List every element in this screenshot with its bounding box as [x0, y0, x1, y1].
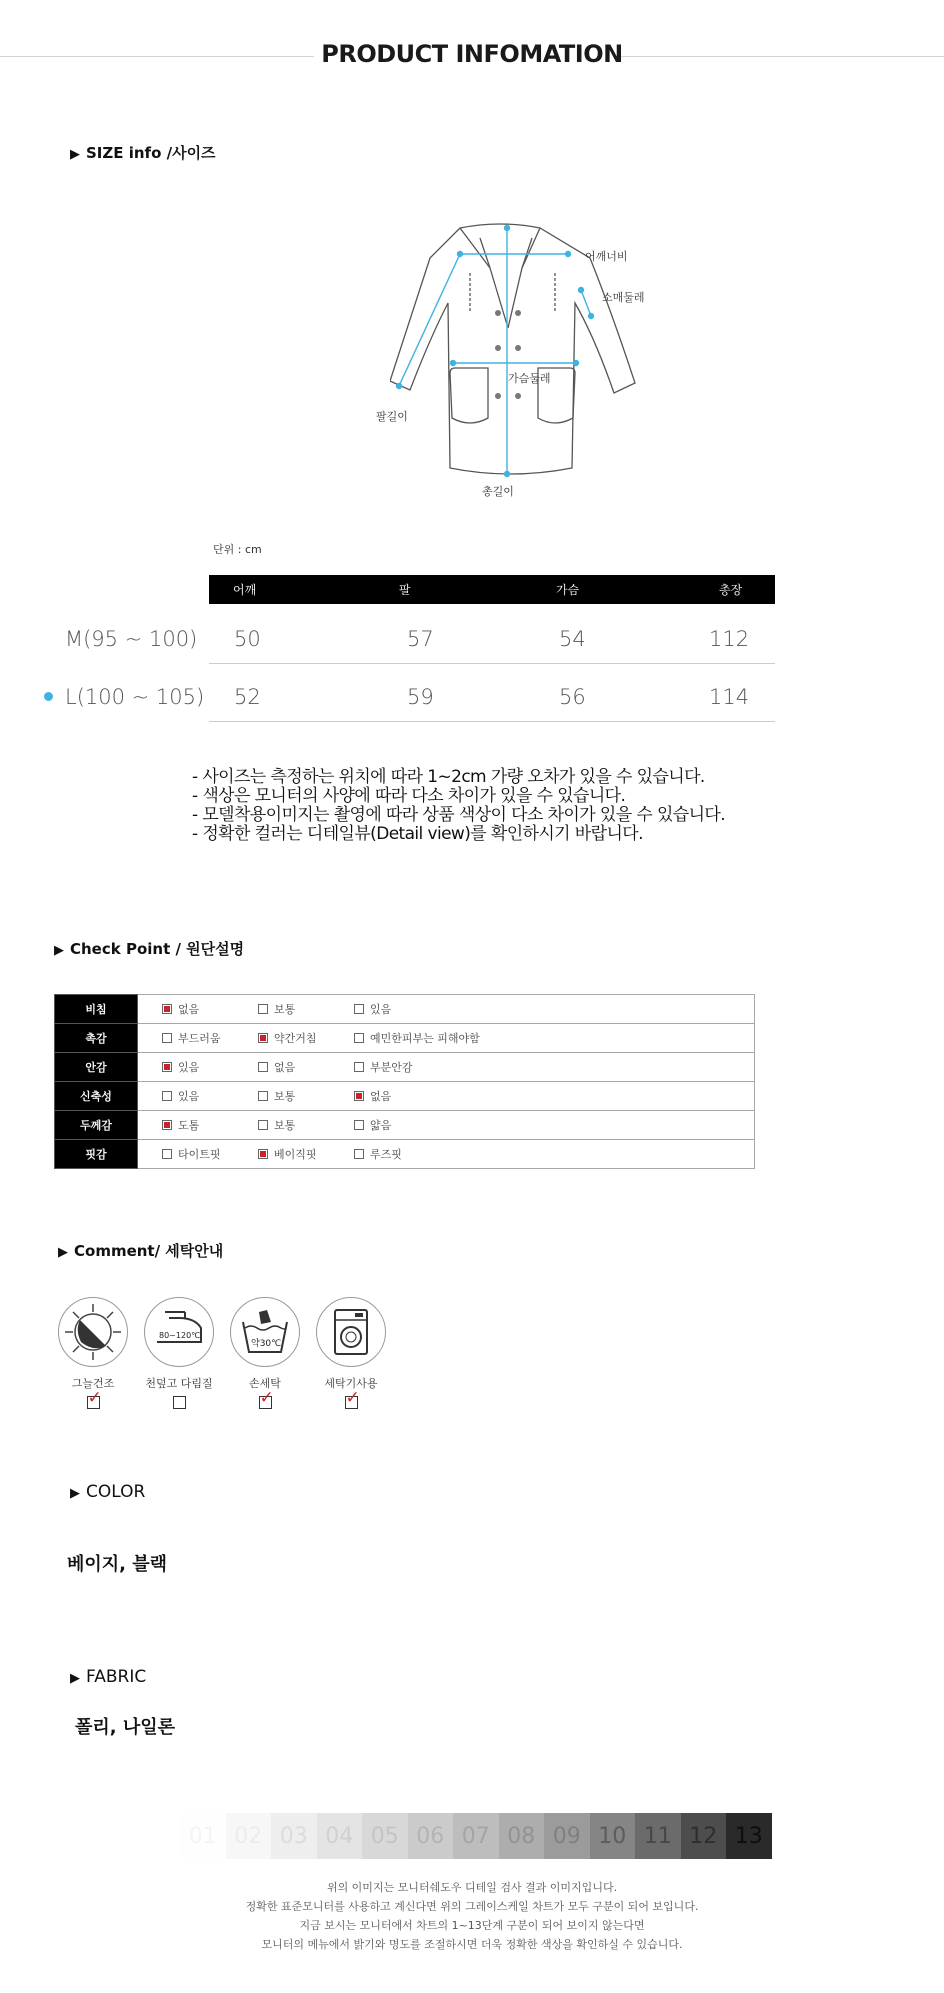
option-item[interactable]: 약간거침 [258, 1030, 330, 1046]
checkbox-icon[interactable] [258, 1033, 268, 1043]
grayscale-step: 08 [499, 1813, 545, 1859]
grayscale-step: 11 [635, 1813, 681, 1859]
checkbox-icon[interactable] [354, 1062, 364, 1072]
footer-line: 지금 보시는 모니터에서 차트의 1~13단계 구분이 되어 보이지 않는다면 [299, 1919, 645, 1932]
col-header: 팔 [399, 583, 411, 597]
checkbox-icon[interactable] [258, 1091, 268, 1101]
size-value: 50 [234, 627, 261, 651]
color-title: ▶ COLOR [70, 1482, 146, 1502]
size-name: M(95 ~ 100) [65, 627, 198, 651]
option-item[interactable]: 부분안감 [354, 1059, 426, 1075]
check-row-options [138, 995, 755, 1024]
check-row-label: 안감 [55, 1053, 138, 1082]
option-item[interactable]: 있음 [354, 1001, 426, 1017]
grayscale-step: 09 [544, 1813, 590, 1859]
wash-label: 천덮고 다림질 [145, 1377, 213, 1390]
check-row-options [138, 1111, 755, 1140]
hand-wash-icon [230, 1297, 300, 1367]
option-item[interactable]: 도톰 [162, 1117, 234, 1133]
checkbox-icon[interactable] [258, 1004, 268, 1014]
checkbox-icon[interactable] [162, 1091, 172, 1101]
check-row [55, 995, 755, 1024]
color-value: 베이지, 블랙 [67, 1554, 168, 1575]
option-item[interactable]: 없음 [162, 1001, 234, 1017]
row-divider [209, 663, 775, 664]
size-value: 56 [559, 685, 586, 709]
checkbox-icon[interactable] [162, 1120, 172, 1130]
wash-label: 그늘건조 [71, 1377, 115, 1390]
option-item[interactable]: 타이트핏 [162, 1146, 234, 1162]
fabric-title: ▶ FABRIC [70, 1667, 147, 1687]
sleeve-round-label: 소매둘레 [602, 291, 645, 304]
col-header: 총장 [719, 583, 743, 597]
check-row-options [138, 1140, 755, 1169]
col-header: 가슴 [556, 583, 580, 597]
check-icon [259, 1396, 272, 1409]
checkbox-icon[interactable] [162, 1004, 172, 1014]
shade-dry-icon [58, 1297, 128, 1367]
footer-line: 위의 이미지는 모니터쉐도우 디테일 검사 결과 이미지입니다. [326, 1881, 618, 1894]
size-note: - 색상은 모니터의 사양에 따라 다소 차이가 있을 수 있습니다. [192, 786, 626, 806]
check-row [55, 1082, 755, 1111]
triangle-icon: ▶ [54, 943, 64, 958]
triangle-icon: ▶ [58, 1245, 68, 1260]
check-row-label: 비침 [55, 995, 138, 1024]
size-note: - 모델착용이미지는 촬영에 따라 상품 색상이 다소 차이가 있을 수 있습니다. [192, 805, 726, 825]
size-value: 112 [709, 627, 750, 651]
check-row-label: 두께감 [55, 1111, 138, 1140]
iron-icon [144, 1297, 214, 1367]
page-title: PRODUCT INFOMATION [321, 40, 623, 68]
size-value: 114 [709, 685, 750, 709]
option-item[interactable]: 있음 [162, 1059, 234, 1075]
col-header: 어깨 [233, 583, 257, 597]
checkbox-icon[interactable] [354, 1004, 364, 1014]
check-row-label: 촉감 [55, 1024, 138, 1053]
footer-line: 정확한 표준모니터를 사용하고 계신다면 위의 그레이스케일 차트가 모두 구분이 되어 보입니다. [245, 1900, 699, 1913]
check-row [55, 1024, 755, 1053]
check-row [55, 1053, 755, 1082]
checkbox-icon[interactable] [162, 1033, 172, 1043]
size-info-title: ▶ SIZE info /사이즈 [70, 144, 216, 162]
triangle-icon: ▶ [70, 1486, 80, 1501]
unit-label: 단위 : cm [213, 543, 262, 556]
check-icon [173, 1396, 186, 1409]
grayscale-step: 03 [271, 1813, 317, 1859]
size-value: 54 [559, 627, 586, 651]
fabric-value: 폴리, 나일론 [75, 1717, 176, 1738]
check-point-title: ▶ Check Point / 원단설명 [54, 940, 245, 958]
option-item[interactable]: 베이직핏 [258, 1146, 330, 1162]
shoulder-label: 어깨너비 [585, 250, 628, 263]
check-row-label: 핏감 [55, 1140, 138, 1169]
row-divider [209, 721, 775, 722]
check-icon [87, 1396, 100, 1409]
check-row-options [138, 1053, 755, 1082]
checkbox-icon[interactable] [258, 1062, 268, 1072]
total-length-label: 총길이 [482, 485, 514, 498]
check-row-label: 신축성 [55, 1082, 138, 1111]
wash-label: 손세탁 [249, 1377, 281, 1390]
checkbox-icon[interactable] [162, 1149, 172, 1159]
size-note: - 사이즈는 측정하는 위치에 따라 1~2cm 가량 오차가 있을 수 있습니다. [192, 767, 705, 787]
comment-title: ▶ Comment/ 세탁안내 [58, 1242, 224, 1260]
option-item[interactable]: 보통 [258, 1088, 330, 1104]
checkbox-icon[interactable] [354, 1091, 364, 1101]
checkbox-icon[interactable] [354, 1120, 364, 1130]
size-note: - 정확한 컬러는 디테일뷰(Detail view)를 확인하시기 바랍니다. [192, 824, 643, 844]
size-table-header [209, 575, 775, 604]
hand-wash-temp: 약30℃ [251, 1339, 282, 1349]
option-item[interactable]: 예민한피부는 피해야함 [354, 1030, 426, 1046]
wash-item [314, 1297, 388, 1409]
grayscale-step: 07 [453, 1813, 499, 1859]
grayscale-step: 10 [590, 1813, 636, 1859]
wash-label: 세탁기사용 [324, 1377, 378, 1390]
grayscale-step: 01 [180, 1813, 226, 1859]
chest-label: 가슴둘레 [508, 372, 551, 385]
grayscale-step: 12 [681, 1813, 727, 1859]
option-item[interactable]: 부드러움 [162, 1030, 234, 1046]
grayscale-step: 13 [726, 1813, 772, 1859]
check-row [55, 1140, 755, 1169]
option-item[interactable]: 보통 [258, 1001, 330, 1017]
size-value: 52 [234, 685, 261, 709]
check-icon [345, 1396, 358, 1409]
checkbox-icon[interactable] [258, 1120, 268, 1130]
washing-machine-icon [316, 1297, 386, 1367]
option-item[interactable]: 없음 [354, 1088, 426, 1104]
grayscale-step: 02 [226, 1813, 272, 1859]
option-item[interactable]: 없음 [258, 1059, 330, 1075]
selected-dot-icon [44, 692, 53, 701]
triangle-icon: ▶ [70, 1671, 80, 1686]
wash-item [56, 1297, 130, 1409]
grayscale-step: 05 [362, 1813, 408, 1859]
grayscale-chart [180, 1813, 772, 1859]
check-row [55, 1111, 755, 1140]
footer-line: 모니터의 메뉴에서 밝기와 명도를 조절하시면 더욱 정확한 색상을 확인하실 수 있습니다. [261, 1938, 683, 1951]
grayscale-step: 06 [408, 1813, 454, 1859]
check-row-options [138, 1082, 755, 1111]
option-item[interactable]: 루즈핏 [354, 1146, 426, 1162]
arm-length-label: 팔길이 [376, 410, 408, 423]
check-point-table [54, 994, 755, 1169]
triangle-icon: ▶ [70, 147, 80, 162]
checkbox-icon[interactable] [258, 1149, 268, 1159]
size-value: 59 [407, 685, 434, 709]
wash-item [142, 1297, 216, 1409]
option-item[interactable]: 보통 [258, 1117, 330, 1133]
grayscale-step: 04 [317, 1813, 363, 1859]
iron-temp: 80~120℃ [159, 1331, 201, 1340]
check-row-options [138, 1024, 755, 1053]
checkbox-icon[interactable] [162, 1062, 172, 1072]
checkbox-icon[interactable] [354, 1149, 364, 1159]
checkbox-icon[interactable] [354, 1033, 364, 1043]
size-name: L(100 ~ 105) [65, 685, 205, 709]
size-value: 57 [407, 627, 434, 651]
option-item[interactable]: 얇음 [354, 1117, 426, 1133]
option-item[interactable]: 있음 [162, 1088, 234, 1104]
wash-item [228, 1297, 302, 1409]
